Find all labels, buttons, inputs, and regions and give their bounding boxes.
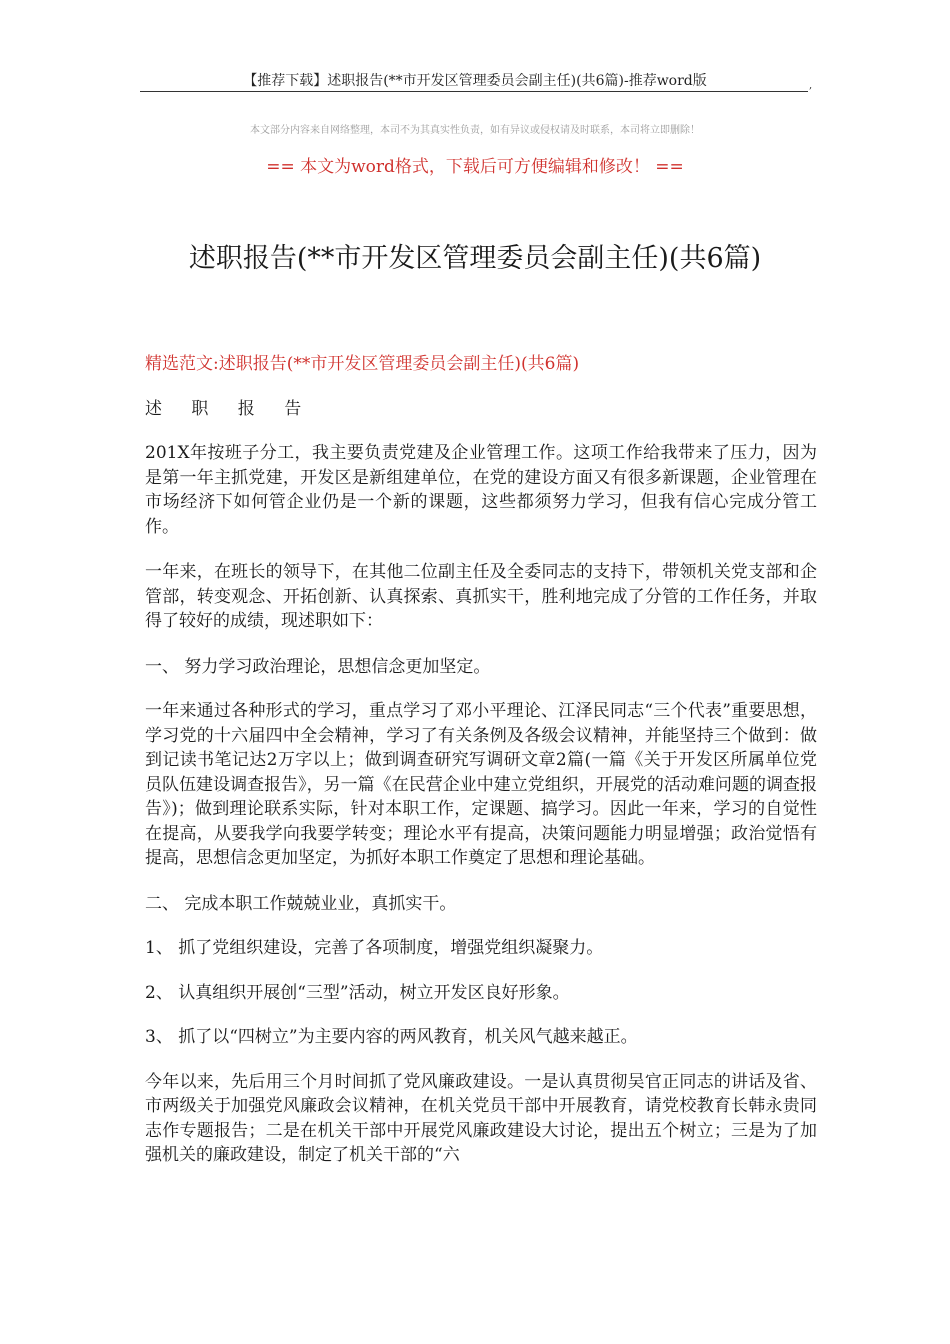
document-title: 述职报告(**市开发区管理委员会副主任)(共6篇) bbox=[188, 243, 762, 274]
page-header: 【推荐下载】述职报告(**市开发区管理委员会副主任)(共6篇)-推荐word版 bbox=[243, 73, 707, 89]
section-heading: 述 职 报 告 bbox=[145, 398, 314, 419]
subheading-2: 二、 完成本职工作兢兢业业，真抓实干。 bbox=[145, 893, 457, 914]
header-mark: , bbox=[809, 80, 813, 91]
subheading-1: 一、 努力学习政治理论，思想信念更加坚定。 bbox=[145, 656, 491, 677]
disclaimer-notice: 本文部分内容来自网络整理，本司不为其真实性负责，如有异议或侵权请及时联系，本司将立即删除！ bbox=[250, 125, 700, 136]
paragraph-1: 201X年按班子分工，我主要负责党建及企业管理工作。这项工作给我带来了压力，因为是第一年主抓党建，开发区是新组建单位，在党的建设方面又有很多新课题，企业管理在市场经济下如何管企业仍是一个新的课题，这些都须努力学习，但我有信心完成分管工作。 bbox=[145, 443, 817, 537]
list-item-2: 2、 认真组织开展创“三型”活动，树立开发区良好形象。 bbox=[145, 982, 570, 1003]
list-item-3: 3、 抓了以“四树立”为主要内容的两风教育，机关风气越来越正。 bbox=[145, 1027, 638, 1047]
header-divider bbox=[140, 91, 808, 92]
selected-article-line: 精选范文:述职报告(**市开发区管理委员会副主任)(共6篇) bbox=[145, 354, 580, 374]
paragraph-4: 今年以来，先后用三个月时间抓了党风廉政建设。一是认真贯彻吴官正同志的讲话及省、市两级关于加强党风廉政会议精神，在机关党员干部中开展教育，请党校教育长韩永贵同志作专题报告；二是在机关干部中开展党风廉政建设大讨论，提出五个树立；三是为了加强机关的廉政建设，制定了机关干部的“六 bbox=[145, 1071, 817, 1165]
paragraph-2: 一年来，在班长的领导下，在其他二位副主任及全委同志的支持下，带领机关党支部和企管部，转变观念、开拓创新、认真探索、真抓实干，胜利地完成了分管的工作任务，并取得了较好的成绩，现述职如下： bbox=[145, 562, 817, 631]
paragraph-3: 一年来通过各种形式的学习，重点学习了邓小平理论、江泽民同志“三个代表”重要思想，学习党的十六届四中全会精神，学习了有关条例及各级会议精神，并能坚持三个做到：做到记读书笔记达2万字以上；做到调查研究写调研文章2篇(一篇《关于开发区所属单位党员队伍建设调查报告》，另一篇《在民营企业中建立党组织，开展党的活动难问题的调查报告》)；做到理论联系实际，针对本职工作，定课题、搞学习。因此一年来，学习的自觉性在提高，从要我学向我要学转变；理论水平有提高，决策问题能力明显增强；政治觉悟有提高，思想信念更加坚定，为抓好本职工作奠定了思想和理论基础。 bbox=[145, 701, 817, 868]
list-item-1: 1、 抓了党组织建设，完善了各项制度，增强党组织凝聚力。 bbox=[145, 938, 604, 958]
word-format-note: == 本文为word格式，下载后可方便编辑和修改！ == bbox=[266, 157, 684, 177]
document-body bbox=[145, 352, 817, 1189]
